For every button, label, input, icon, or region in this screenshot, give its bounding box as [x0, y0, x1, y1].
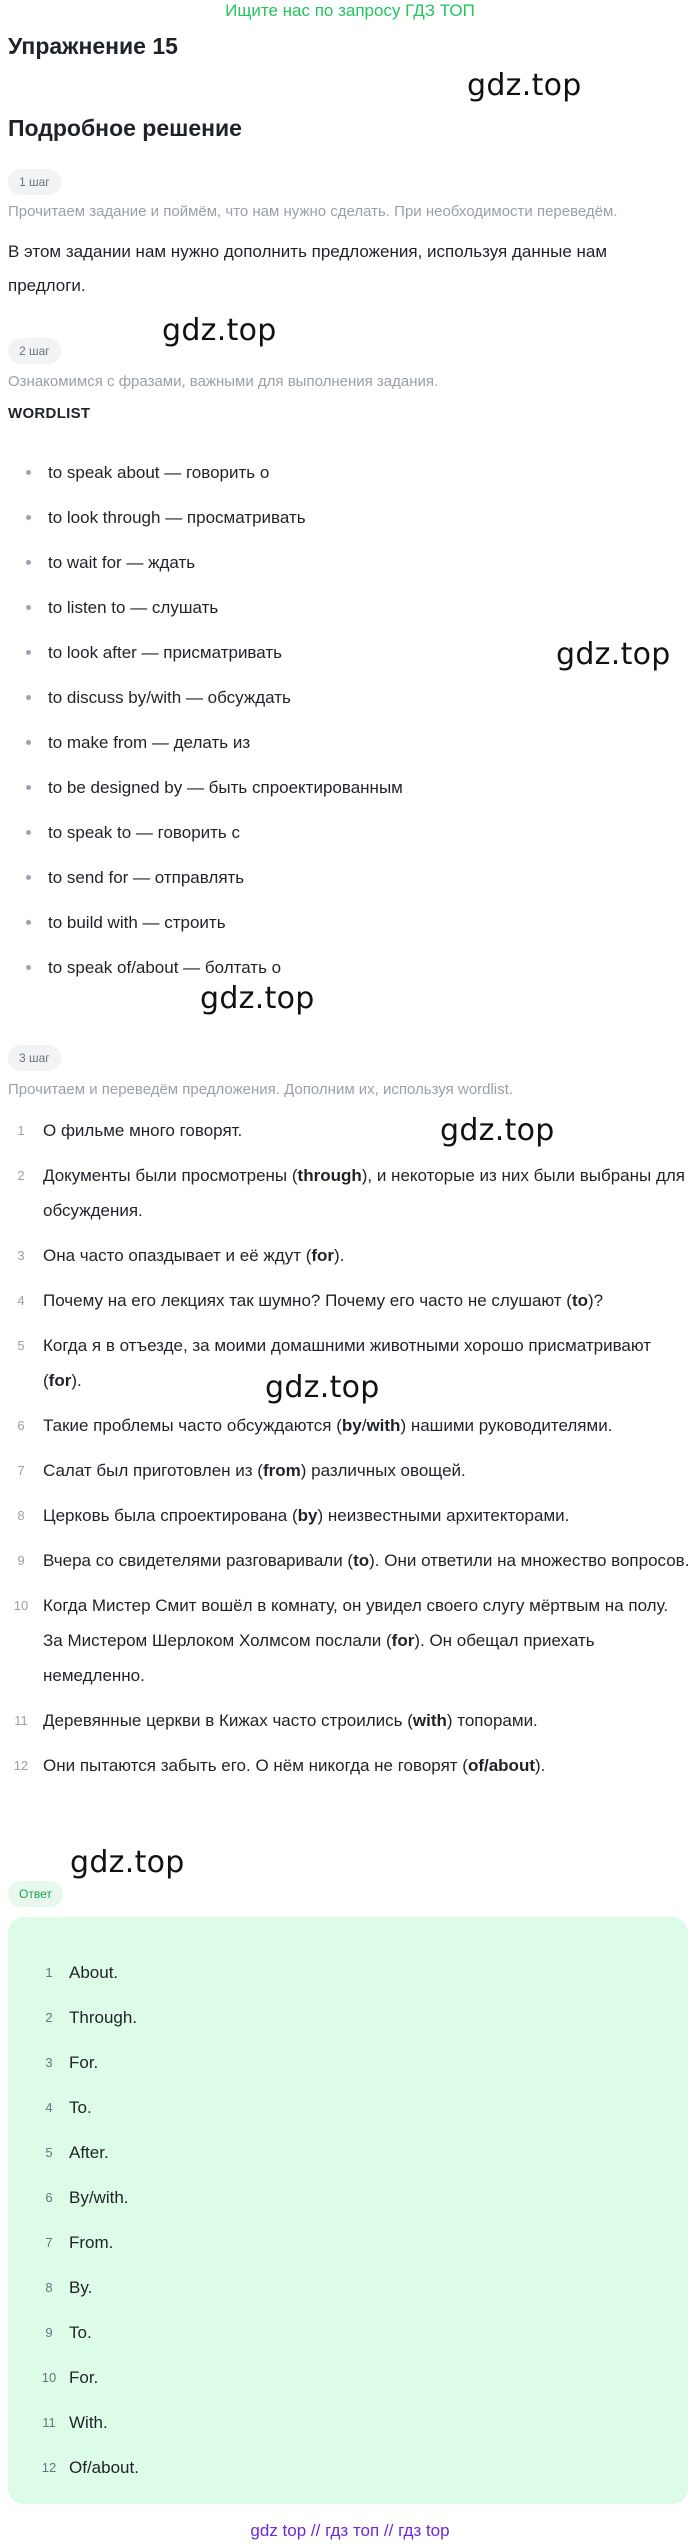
- answer-text: Through.: [69, 2008, 138, 2027]
- watermark: gdz.top: [467, 68, 582, 103]
- sentence-text: Они пытаются забыть его. О нём никогда не говорят (of/about).: [43, 1756, 546, 1775]
- wordlist-item: to look after — присматривать: [0, 630, 690, 675]
- answer-text: From.: [69, 2233, 114, 2252]
- sentence-item: [0, 1703, 690, 1748]
- answer-item: [8, 2085, 688, 2130]
- item-number: 5: [17, 1338, 25, 1353]
- answer-item: [8, 2400, 688, 2445]
- item-number: 9: [45, 2325, 53, 2340]
- item-number: 4: [45, 2100, 53, 2115]
- sentence-text: Такие проблемы часто обсуждаются (by/with) нашими руководителями.: [43, 1416, 613, 1435]
- item-number: 10: [13, 1598, 29, 1613]
- sentence-item: [0, 1748, 690, 1793]
- wordlist-item: to be designed by — быть спроектированным: [0, 765, 690, 810]
- wordlist-item: to speak of/about — болтать о: [0, 945, 690, 990]
- wordlist-item: to speak about — говорить о: [0, 450, 690, 495]
- wordlist-item: to speak to — говорить с: [0, 810, 690, 855]
- sentence-text: О фильме много говорят.: [43, 1121, 243, 1140]
- answer-item: [8, 2175, 688, 2220]
- bullet-icon: [26, 830, 31, 835]
- step-hint: Ознакомимся с фразами, важными для выполнения задания.: [8, 373, 439, 390]
- answer-item: [8, 2220, 688, 2265]
- answer-text: To.: [69, 2323, 92, 2342]
- bullet-icon: [26, 965, 31, 970]
- item-number: 3: [17, 1248, 25, 1263]
- bullet-icon: [26, 740, 31, 745]
- answer-item: [8, 2265, 688, 2310]
- item-number: 7: [17, 1463, 25, 1478]
- sentence-item: [0, 1453, 690, 1498]
- item-number: 11: [42, 2415, 56, 2430]
- item-number: 8: [17, 1508, 25, 1523]
- item-number: 3: [45, 2055, 53, 2070]
- bullet-icon: [26, 515, 31, 520]
- watermark: gdz.top: [556, 637, 671, 672]
- sentence-text: Почему на его лекциях так шумно? Почему его часто не слушают (to)?: [43, 1291, 604, 1310]
- wordlist-item: to discuss by/with — обсуждать: [0, 675, 690, 720]
- wordlist-title: WORDLIST: [8, 405, 91, 422]
- answer-badge: Ответ: [8, 1881, 63, 1907]
- answer-item: [8, 1950, 688, 1995]
- solution-heading: Подробное решение: [8, 115, 242, 141]
- answer-text: After.: [69, 2143, 109, 2162]
- sentence-text: Вчера со свидетелями разговаривали (to). Они ответили на множество вопросов.: [43, 1551, 690, 1570]
- answer-item: [8, 1995, 688, 2040]
- answer-text: By.: [69, 2278, 93, 2297]
- item-number: 9: [17, 1553, 25, 1568]
- bullet-icon: [26, 470, 31, 475]
- item-number: 12: [13, 1758, 29, 1773]
- bullet-icon: [26, 560, 31, 565]
- bullet-icon: [26, 695, 31, 700]
- answer-text: With.: [69, 2413, 108, 2432]
- wordlist-item: to look through — просматривать: [0, 495, 690, 540]
- page-title: Упражнение 15: [8, 33, 178, 59]
- answer-item: [8, 2355, 688, 2400]
- item-number: 1: [45, 1965, 53, 1980]
- watermark: gdz.top: [200, 981, 315, 1016]
- bullet-icon: [26, 605, 31, 610]
- answer-item: [8, 2445, 688, 2490]
- step-hint: Прочитаем и переведём предложения. Дополним их, используя wordlist.: [8, 1081, 513, 1098]
- step-text: В этом задании нам нужно дополнить предложения, используя данные нам предлоги.: [8, 242, 608, 295]
- item-number: 7: [45, 2235, 53, 2250]
- wordlist-item: to build with — строить: [0, 900, 690, 945]
- sentence-text: Деревянные церкви в Кижах часто строились (with) топорами.: [43, 1711, 538, 1730]
- answer-text: For.: [69, 2053, 99, 2072]
- sentence-item: [0, 1113, 690, 1158]
- item-number: 10: [41, 2370, 57, 2385]
- item-number: 2: [45, 2010, 53, 2025]
- sentence-item: [0, 1238, 690, 1283]
- answer-item: [8, 2310, 688, 2355]
- watermark: gdz.top: [70, 1845, 185, 1880]
- answer-item: [8, 2130, 688, 2175]
- answer-text: For.: [69, 2368, 99, 2387]
- bullet-icon: [26, 920, 31, 925]
- sentence-item: [0, 1498, 690, 1543]
- answer-text: By/with.: [69, 2188, 129, 2207]
- answer-text: Of/about.: [69, 2458, 139, 2477]
- sentence-item: [0, 1408, 690, 1453]
- sentence-text: Церковь была спроектирована (by) неизвестными архитекторами.: [43, 1506, 570, 1525]
- answer-text: About.: [69, 1963, 119, 1982]
- sentence-text: Когда Мистер Смит вошёл в комнату, он увидел своего слугу мёртвым на полу. За Мистером Шерлоком Холмсом послали (for). Он обещал приехать немедленно.: [43, 1596, 669, 1685]
- wordlist-item: to make from — делать из: [0, 720, 690, 765]
- item-number: 2: [17, 1168, 25, 1183]
- watermark: gdz.top: [162, 313, 277, 348]
- item-number: 12: [41, 2460, 57, 2475]
- step-badge: 2 шаг: [8, 338, 61, 364]
- sentence-list: [0, 1113, 690, 1793]
- sentence-text: Салат был приготовлен из (from) различных овощей.: [43, 1461, 466, 1480]
- wordlist-item: to wait for — ждать: [0, 540, 690, 585]
- sentence-text: Когда я в отъезде, за моими домашними животными хорошо присматривают (for).: [43, 1336, 652, 1390]
- sentence-text: Она часто опаздывает и её ждут (for).: [43, 1246, 345, 1265]
- item-number: 11: [14, 1713, 28, 1728]
- watermark: gdz.top: [440, 1113, 555, 1148]
- item-number: 5: [45, 2145, 53, 2160]
- sentence-item: [0, 1328, 690, 1408]
- wordlist-item: to send for — отправлять: [0, 855, 690, 900]
- step-badge: 3 шаг: [8, 1045, 61, 1071]
- item-number: 8: [45, 2280, 53, 2295]
- bullet-icon: [26, 875, 31, 880]
- sentence-item: [0, 1158, 690, 1238]
- wordlist: [0, 450, 690, 990]
- item-number: 4: [17, 1293, 25, 1308]
- item-number: 6: [45, 2190, 53, 2205]
- top-banner[interactable]: Ищите нас по запросу ГДЗ ТОП: [225, 1, 475, 20]
- item-number: 1: [17, 1123, 25, 1138]
- sentence-item: [0, 1283, 690, 1328]
- step-badge: 1 шаг: [8, 169, 61, 195]
- answer-text: To.: [69, 2098, 92, 2117]
- answer-list: [8, 1950, 688, 2490]
- bullet-icon: [26, 785, 31, 790]
- answer-item: [8, 2040, 688, 2085]
- wordlist-item: to listen to — слушать: [0, 585, 690, 630]
- footer-links[interactable]: gdz top // гдз топ // гдз top: [250, 2521, 450, 2540]
- sentence-item: [0, 1588, 690, 1703]
- item-number: 6: [17, 1418, 25, 1433]
- step-hint: Прочитаем задание и поймём, что нам нужно сделать. При необходимости переведём.: [8, 203, 618, 220]
- watermark: gdz.top: [265, 1370, 380, 1405]
- bullet-icon: [26, 650, 31, 655]
- sentence-item: [0, 1543, 690, 1588]
- sentence-text: Документы были просмотрены (through), и некоторые из них были выбраны для обсуждения.: [43, 1166, 685, 1220]
